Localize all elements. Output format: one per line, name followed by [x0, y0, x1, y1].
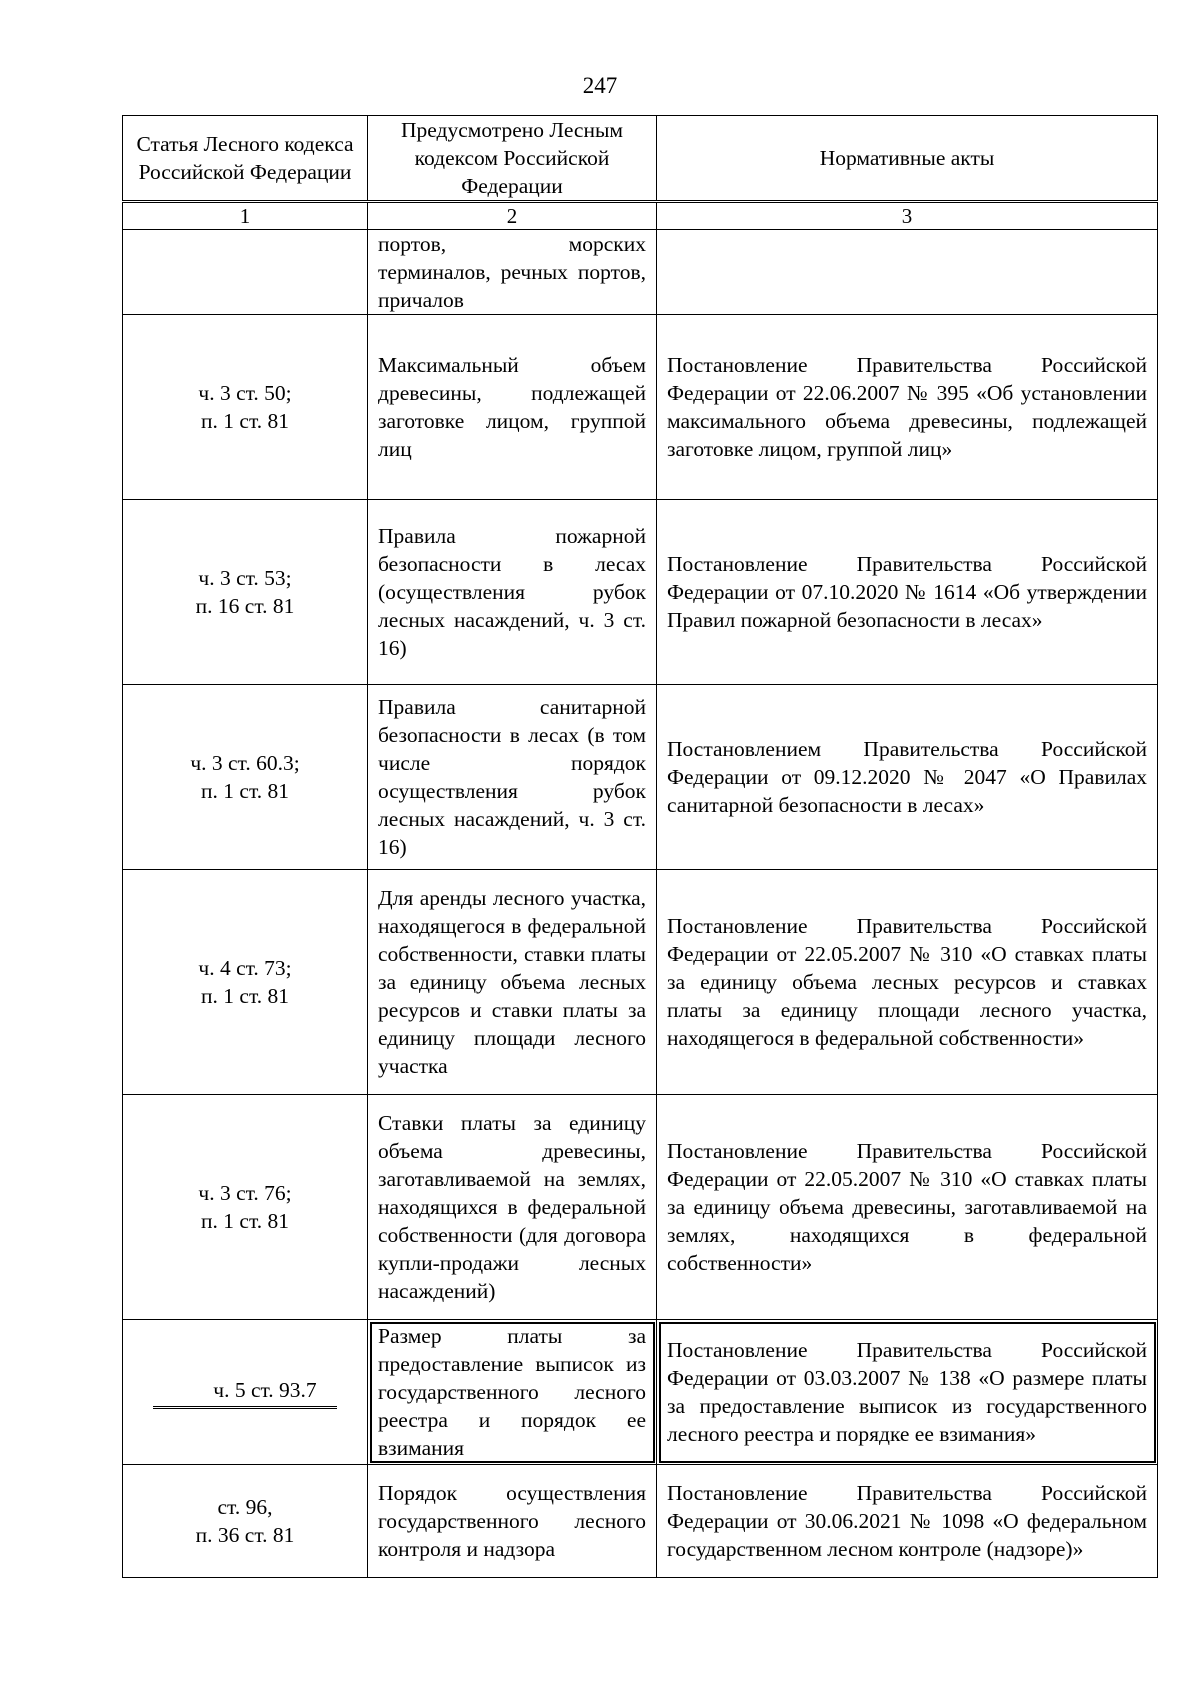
act-cell: Постановление Правительства Российской Федерации от 07.10.2020 № 1614 «Об утверждении Правил пожарной безопасности в лесах»	[657, 500, 1158, 685]
table-row	[123, 1465, 1158, 1578]
table-row	[123, 1320, 1158, 1465]
provision-cell: Максимальный объем древесины, подлежащей заготовке лицом, группой лиц	[368, 315, 657, 500]
act-cell: Постановление Правительства Российской Федерации от 30.06.2021 № 1098 «О федеральном государственном лесном контроле (надзоре)»	[657, 1465, 1158, 1578]
act-cell: Постановление Правительства Российской Федерации от 03.03.2007 № 138 «О размере платы за предоставление выписок из государственного лесного реестра и порядке ее взимания»	[657, 1320, 1158, 1465]
header-article: Статья Лесного кодекса Российской Федерации	[123, 116, 368, 202]
article-cell: ч. 3 ст. 60.3; п. 1 ст. 81	[123, 685, 368, 870]
act-cell: Постановление Правительства Российской Федерации от 22.05.2007 № 310 «О ставках платы за единицу объема лесных ресурсов и ставках платы за единицу площади лесного участка, находящегося в федеральной собственности»	[657, 870, 1158, 1095]
article-cell: ч. 3 ст. 76; п. 1 ст. 81	[123, 1095, 368, 1320]
column-number-1: 1	[123, 202, 368, 230]
article-cell: ст. 96, п. 36 ст. 81	[123, 1465, 368, 1578]
article-cell: ч. 3 ст. 53; п. 16 ст. 81	[123, 500, 368, 685]
article-cell: ч. 3 ст. 50; п. 1 ст. 81	[123, 315, 368, 500]
provision-cell: Порядок осуществления государственного лесного контроля и надзора	[368, 1465, 657, 1578]
table-row	[123, 685, 1158, 870]
provision-cell: Правила санитарной безопасности в лесах (в том числе порядок осуществления рубок лесных насаждений, ч. 3 ст. 16)	[368, 685, 657, 870]
article-text-underlined: ч. 5 ст. 93.7	[153, 1376, 336, 1409]
table-row	[123, 500, 1158, 685]
provision-cell: Правила пожарной безопасности в лесах (осуществления рубок лесных насаждений, ч. 3 ст. 16)	[368, 500, 657, 685]
provision-cell: Размер платы за предоставление выписок из государственного лесного реестра и порядок ее взимания	[368, 1320, 657, 1465]
column-number-3: 3	[657, 202, 1158, 230]
article-cell	[123, 230, 368, 315]
table-row	[123, 315, 1158, 500]
article-cell	[123, 1320, 368, 1465]
provision-cell: Ставки платы за единицу объема древесины, заготавливаемой на землях, находящихся в федеральной собственности (для договора купли-продажи лесных насаждений)	[368, 1095, 657, 1320]
column-number-2: 2	[368, 202, 657, 230]
act-cell: Постановление Правительства Российской Федерации от 22.06.2007 № 395 «Об установлении максимального объема древесины, подлежащей заготовке лицом, группой лиц»	[657, 315, 1158, 500]
provision-cell: портов, морских терминалов, речных портов, причалов	[368, 230, 657, 315]
article-cell: ч. 4 ст. 73; п. 1 ст. 81	[123, 870, 368, 1095]
table-row	[123, 870, 1158, 1095]
table-header-row	[123, 116, 1158, 202]
header-provision: Предусмотрено Лесным кодексом Российской Федерации	[368, 116, 657, 202]
normative-acts-table	[122, 115, 1158, 1578]
act-cell: Постановлением Правительства Российской Федерации от 09.12.2020 № 2047 «О Правилах санитарной безопасности в лесах»	[657, 685, 1158, 870]
table-row	[123, 1095, 1158, 1320]
header-acts: Нормативные акты	[657, 116, 1158, 202]
column-number-row	[123, 202, 1158, 230]
act-cell	[657, 230, 1158, 315]
act-cell: Постановление Правительства Российской Федерации от 22.05.2007 № 310 «О ставках платы за единицу объема древесины, заготавливаемой на землях, находящихся в федеральной собственности»	[657, 1095, 1158, 1320]
table-row	[123, 230, 1158, 315]
page-number: 247	[582, 73, 618, 98]
provision-cell: Для аренды лесного участка, находящегося в федеральной собственности, ставки платы за единицу объема лесных ресурсов и ставки платы за единицу площади лесного участка	[368, 870, 657, 1095]
